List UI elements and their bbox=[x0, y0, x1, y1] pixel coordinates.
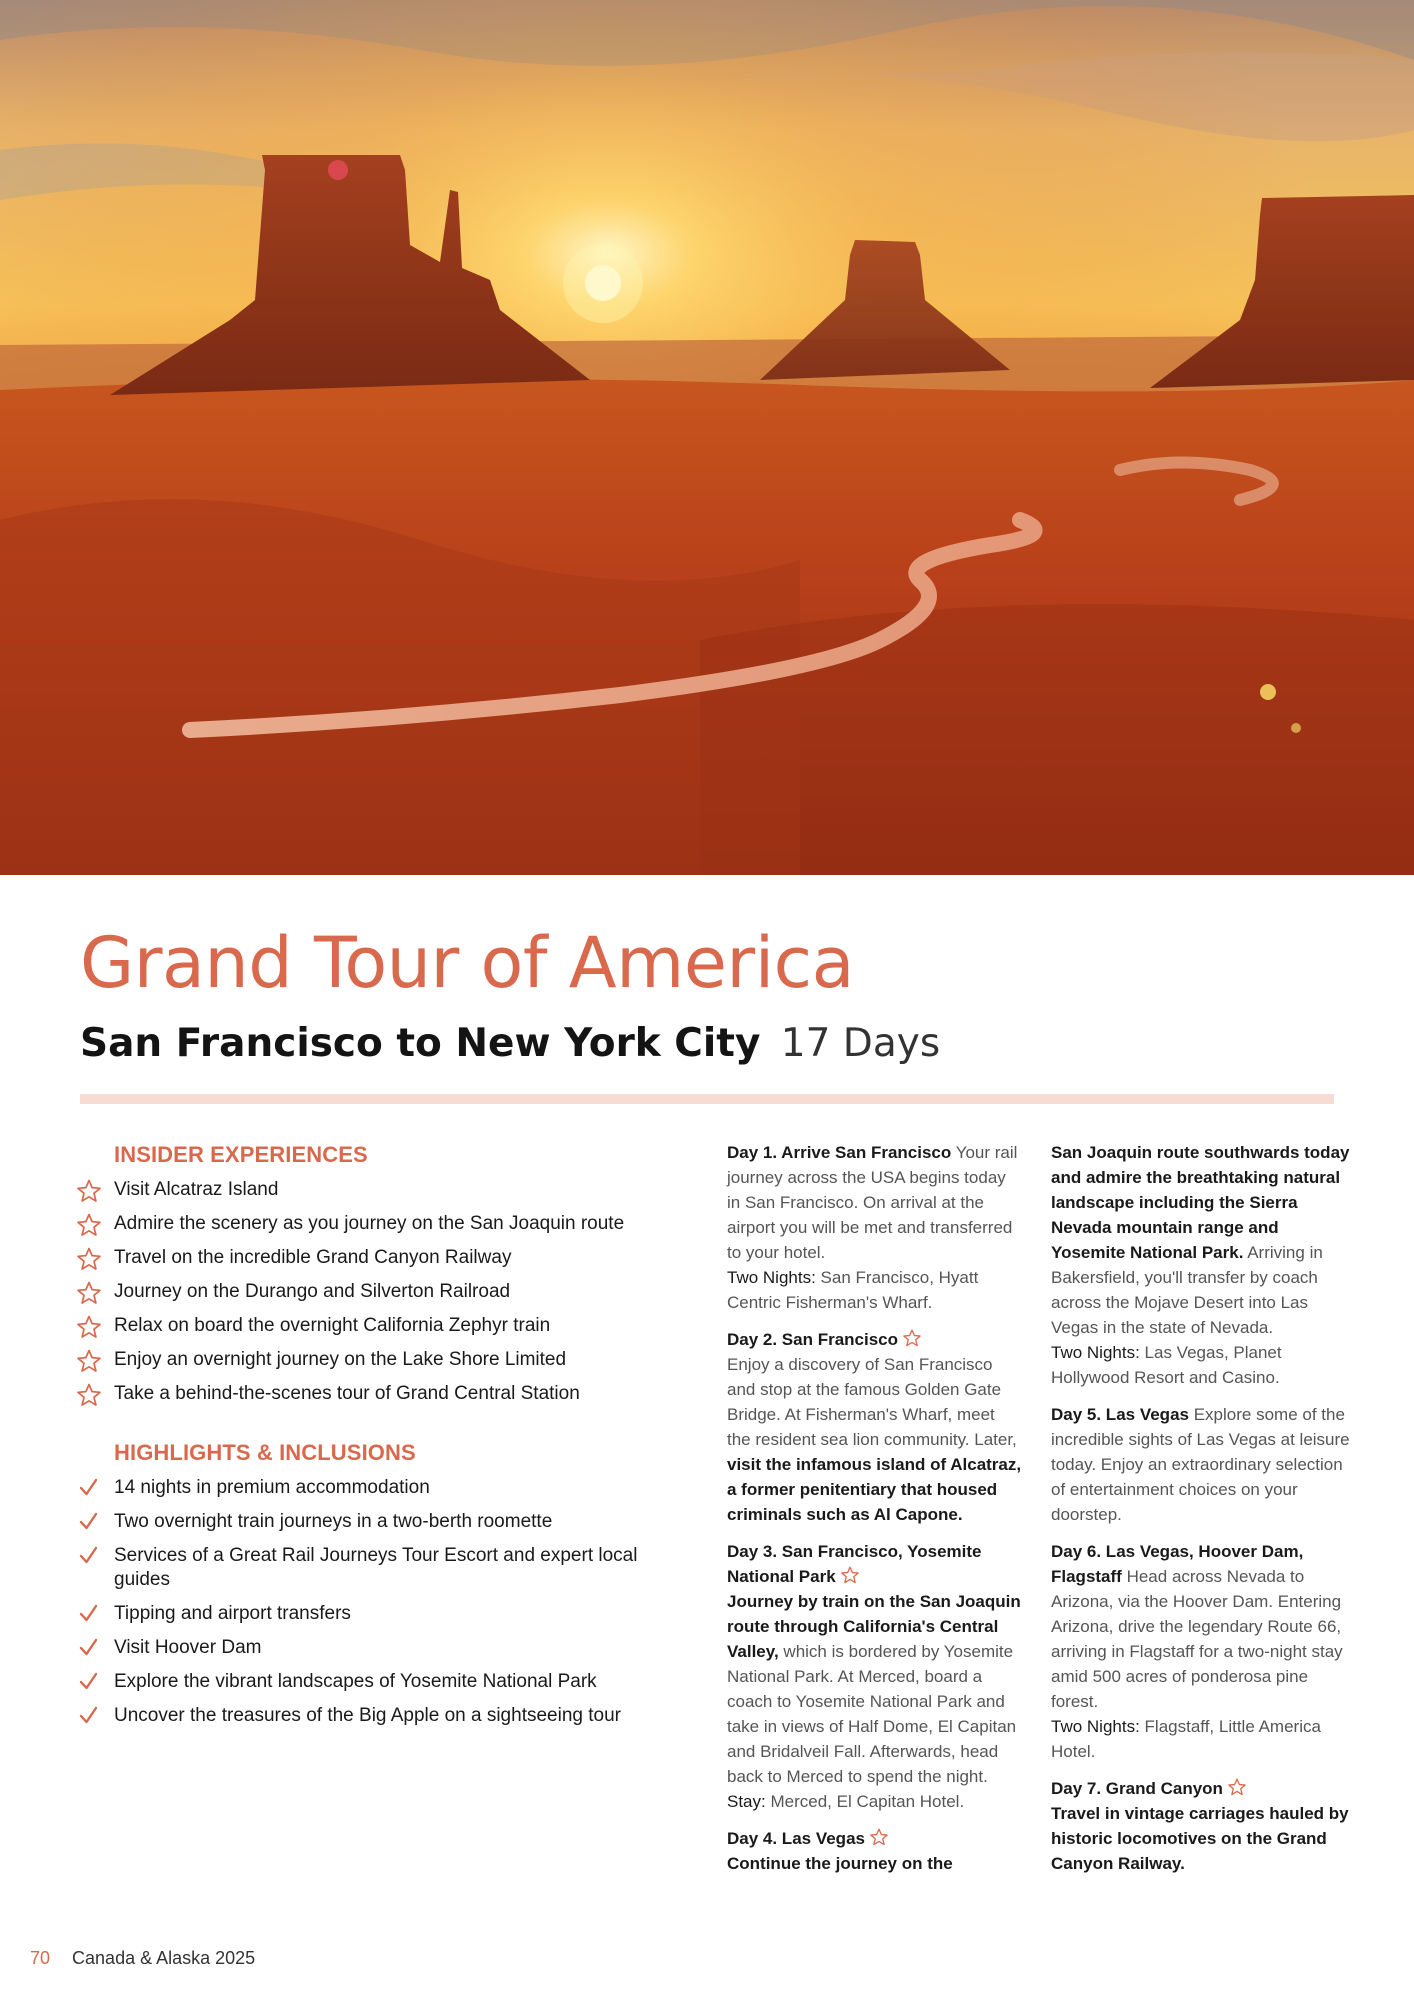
page-number: 70 bbox=[30, 1948, 51, 1968]
day-heading: Day 6. Las Vegas, Hoover Dam, Flagstaff bbox=[1051, 1542, 1304, 1586]
star-outline-icon bbox=[76, 1315, 102, 1339]
itinerary-day-7 bbox=[1051, 1776, 1351, 1876]
checkmark-icon bbox=[76, 1636, 102, 1660]
list-item-text: Journey on the Durango and Silverton Railroad bbox=[114, 1281, 511, 1302]
checkmark-icon bbox=[76, 1704, 102, 1728]
list-item-text: Visit Alcatraz Island bbox=[114, 1179, 279, 1200]
stay-label: Two Nights: bbox=[727, 1268, 816, 1287]
itinerary-day-3 bbox=[727, 1539, 1023, 1814]
star-outline-icon bbox=[76, 1349, 102, 1373]
star-outline-icon bbox=[76, 1383, 102, 1407]
day-highlight-text: Journey by train on the San Joaquin route through California's Central Valley, bbox=[727, 1592, 1021, 1661]
star-outline-icon bbox=[76, 1281, 102, 1305]
tour-route: San Francisco to New York City bbox=[80, 1021, 761, 1066]
list-item-text: Two overnight train journeys in a two-berth roomette bbox=[114, 1511, 553, 1532]
star-outline-icon bbox=[869, 1828, 889, 1846]
day-text: which is bordered by Yosemite National Park. At Merced, board a coach to Yosemite National Park and take in views of Half Dome, El Capitan and Bridalveil Fall. Afterwards, head back to Merced to spend the night. bbox=[727, 1642, 1017, 1786]
list-item bbox=[76, 1544, 676, 1592]
itinerary-day-6 bbox=[1051, 1539, 1351, 1764]
list-item-text: Explore the vibrant landscapes of Yosemite National Park bbox=[114, 1671, 597, 1692]
list-item bbox=[76, 1704, 676, 1728]
day-heading: Day 3. San Francisco, Yosemite National Park bbox=[727, 1542, 982, 1586]
day-heading: Day 4. Las Vegas bbox=[727, 1829, 865, 1848]
list-item bbox=[76, 1510, 676, 1534]
day-text: Head across Nevada to Arizona, via the Hoover Dam. Entering Arizona, drive the legendary Route 66, arriving in Flagstaff for a two-night stay amid 500 acres of ponderosa pine forest. bbox=[1051, 1567, 1343, 1711]
list-item-text: Enjoy an overnight journey on the Lake Shore Limited bbox=[114, 1349, 567, 1370]
list-item bbox=[76, 1178, 676, 1202]
itinerary-day-1 bbox=[727, 1140, 1023, 1315]
list-item-text: Relax on board the overnight California Zephyr train bbox=[114, 1315, 551, 1336]
checkmark-icon bbox=[76, 1544, 102, 1568]
checkmark-icon bbox=[76, 1476, 102, 1500]
star-outline-icon bbox=[1227, 1778, 1247, 1796]
star-outline-icon bbox=[840, 1566, 860, 1584]
stay-hotel: San Francisco, Hyatt Centric Fisherman's Wharf. bbox=[727, 1268, 979, 1312]
stay-label: Stay: bbox=[727, 1792, 766, 1811]
day-highlight-text: San Joaquin route southwards today and admire the breathtaking natural landscape including the Sierra Nevada mountain range and Yosemite National Park. bbox=[1051, 1143, 1350, 1262]
stay-hotel: Flagstaff, Little America Hotel. bbox=[1051, 1717, 1321, 1761]
day-text: Your rail journey across the USA begins today in San Francisco. On arrival at the airport you will be met and transferred to your hotel. bbox=[727, 1143, 1018, 1262]
list-item-text: 14 nights in premium accommodation bbox=[114, 1477, 430, 1498]
list-item bbox=[76, 1476, 676, 1500]
list-item bbox=[76, 1382, 676, 1406]
list-item-text: Tipping and airport transfers bbox=[114, 1603, 351, 1624]
tour-duration: 17 Days bbox=[780, 1021, 941, 1066]
list-item-text: Travel on the incredible Grand Canyon Railway bbox=[114, 1247, 512, 1268]
day-heading: Day 2. San Francisco bbox=[727, 1330, 899, 1349]
divider-rule bbox=[80, 1094, 1334, 1104]
itinerary-column-right bbox=[1051, 1140, 1351, 1888]
list-item bbox=[76, 1280, 676, 1304]
list-item bbox=[76, 1636, 676, 1660]
stay-hotel: Merced, El Capitan Hotel. bbox=[770, 1792, 965, 1811]
itinerary-day-4-cont bbox=[1051, 1140, 1351, 1390]
star-outline-icon bbox=[76, 1179, 102, 1203]
list-item bbox=[76, 1670, 676, 1694]
page-footer bbox=[30, 1946, 255, 1970]
tour-subtitle bbox=[80, 1016, 940, 1072]
list-item-text: Visit Hoover Dam bbox=[114, 1637, 262, 1658]
list-item bbox=[76, 1246, 676, 1270]
checkmark-icon bbox=[76, 1510, 102, 1534]
list-item-text: Uncover the treasures of the Big Apple on a sightseeing tour bbox=[114, 1705, 621, 1726]
stay-label: Two Nights: bbox=[1051, 1343, 1140, 1362]
insider-list bbox=[76, 1178, 676, 1406]
star-outline-icon bbox=[76, 1247, 102, 1271]
list-item-text: Admire the scenery as you journey on the San Joaquin route bbox=[114, 1213, 625, 1234]
experiences-column bbox=[76, 1138, 676, 1738]
day-heading: Day 5. Las Vegas bbox=[1051, 1405, 1189, 1424]
checkmark-icon bbox=[76, 1602, 102, 1626]
stay-label: Two Nights: bbox=[1051, 1717, 1140, 1736]
list-item bbox=[76, 1314, 676, 1338]
itinerary-column-middle bbox=[727, 1140, 1023, 1888]
itinerary-day-5 bbox=[1051, 1402, 1351, 1527]
itinerary-day-2 bbox=[727, 1327, 1023, 1527]
list-item-text: Take a behind-the-scenes tour of Grand Central Station bbox=[114, 1383, 580, 1404]
checkmark-icon bbox=[76, 1670, 102, 1694]
list-item bbox=[76, 1348, 676, 1372]
highlights-heading: HIGHLIGHTS & INCLUSIONS bbox=[114, 1440, 416, 1465]
day-heading: Day 1. Arrive San Francisco bbox=[727, 1143, 952, 1162]
day-text: Explore some of the incredible sights of Las Vegas at leisure today. Enjoy an extraordinary selection of entertainment choices on your doorstep. bbox=[1051, 1405, 1350, 1524]
day-highlight-text: Continue the journey on the bbox=[727, 1854, 953, 1873]
itinerary-day-4-start bbox=[727, 1826, 1023, 1876]
publication-name: Canada & Alaska 2025 bbox=[72, 1948, 256, 1968]
star-outline-icon bbox=[76, 1213, 102, 1237]
list-item bbox=[76, 1212, 676, 1236]
day-highlight-text: Travel in vintage carriages hauled by historic locomotives on the Grand Canyon Railway. bbox=[1051, 1804, 1349, 1873]
list-item bbox=[76, 1602, 676, 1626]
hero-photo-monument-valley bbox=[0, 0, 1414, 875]
day-text: Enjoy a discovery of San Francisco and stop at the famous Golden Gate Bridge. At Fisherman's Wharf, meet the resident sea lion community. Later, bbox=[727, 1355, 1017, 1449]
highlights-list bbox=[76, 1476, 676, 1728]
insider-heading: INSIDER EXPERIENCES bbox=[114, 1142, 368, 1167]
star-outline-icon bbox=[902, 1329, 922, 1347]
stay-hotel: Las Vegas, Planet Hollywood Resort and Casino. bbox=[1051, 1343, 1282, 1387]
day-heading: Day 7. Grand Canyon bbox=[1051, 1779, 1223, 1798]
day-text: Arriving in Bakersfield, you'll transfer by coach across the Mojave Desert into Las Vegas in the state of Nevada. bbox=[1051, 1243, 1323, 1337]
day-highlight-text: visit the infamous island of Alcatraz, a former penitentiary that housed criminals such as Al Capone. bbox=[727, 1455, 1022, 1524]
list-item-text: Services of a Great Rail Journeys Tour Escort and expert local guides bbox=[114, 1545, 638, 1590]
tour-title: Grand Tour of America bbox=[80, 922, 855, 1004]
